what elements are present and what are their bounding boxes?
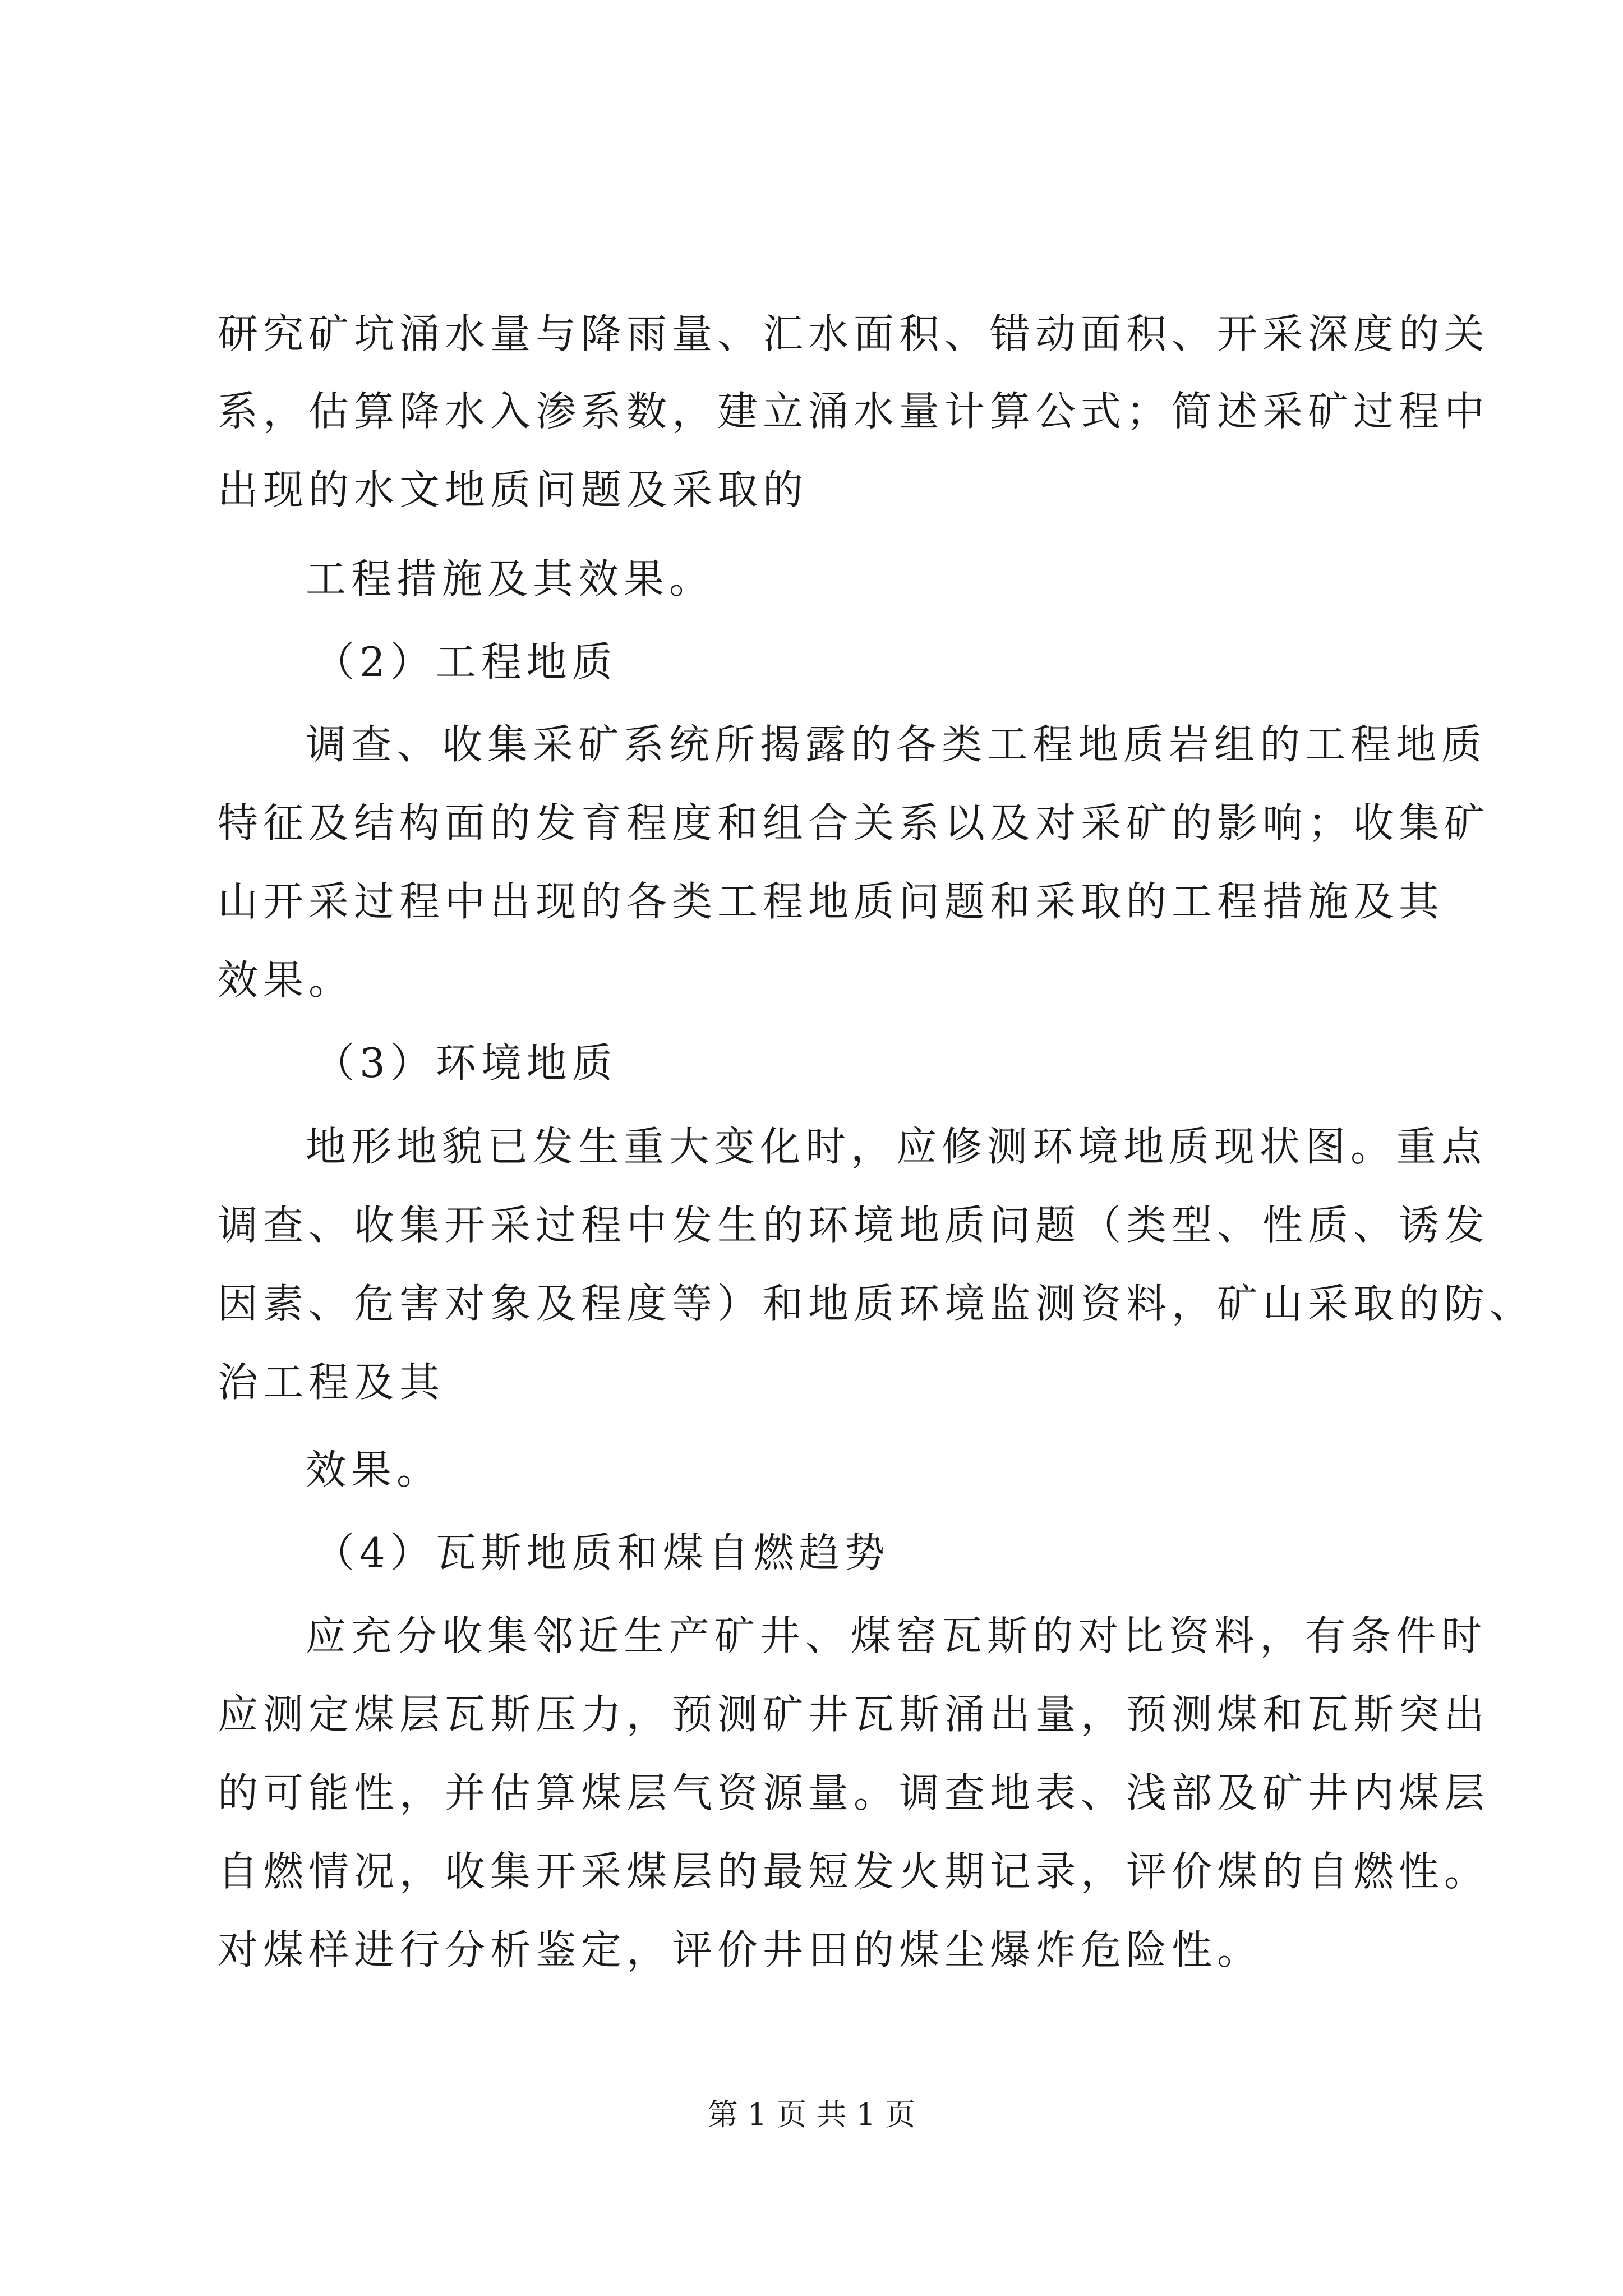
section-heading: （4）瓦斯地质和煤自燃趋势 xyxy=(314,1529,890,1576)
paragraph-line: 的可能性，并估算煤层气资源量。调查地表、浅部及矿井内煤层 xyxy=(218,1769,1490,1816)
paragraph-line: 效果。 xyxy=(218,956,354,1004)
section-heading: （3）环境地质 xyxy=(314,1039,617,1087)
paragraph-line: 出现的水文地质问题及采取的 xyxy=(218,466,809,513)
paragraph-line: 调查、收集采矿系统所揭露的各类工程地质岩组的工程地质 xyxy=(306,721,1487,768)
paragraph-line: 特征及结构面的发育程度和组合关系以及对采矿的影响；收集矿 xyxy=(218,799,1490,846)
paragraph-line: 研究矿坑涌水量与降雨量、汇水面积、错动面积、开采深度的关 xyxy=(218,310,1490,357)
page-number-footer: 第 1 页 共 1 页 xyxy=(707,2097,916,2132)
paragraph-line: 效果。 xyxy=(306,1446,442,1493)
paragraph-line: 地形地貌已发生重大变化时，应修测环境地质现状图。重点 xyxy=(306,1123,1487,1170)
paragraph-line: 治工程及其 xyxy=(218,1359,445,1406)
paragraph-line: 工程措施及其效果。 xyxy=(306,555,715,602)
paragraph-line: 因素、危害对象及程度等）和地质环境监测资料，矿山采取的防、 xyxy=(218,1280,1536,1327)
paragraph-line: 调查、收集开采过程中发生的环境地质问题（类型、性质、诱发 xyxy=(218,1202,1490,1249)
paragraph-line: 对煤样进行分析鉴定，评价井田的煤尘爆炸危险性。 xyxy=(218,1926,1263,1973)
paragraph-line: 应测定煤层瓦斯压力，预测矿井瓦斯涌出量，预测煤和瓦斯突出 xyxy=(218,1691,1490,1738)
paragraph-line: 自燃情况，收集开采煤层的最短发火期记录，评价煤的自燃性。 xyxy=(218,1848,1490,1895)
paragraph-line: 山开采过程中出现的各类工程地质问题和采取的工程措施及其 xyxy=(218,878,1445,925)
paragraph-line: 系，估算降水入渗系数，建立涌水量计算公式；简述采矿过程中 xyxy=(218,388,1490,435)
section-heading: （2）工程地质 xyxy=(314,638,617,685)
paragraph-line: 应充分收集邻近生产矿井、煤窑瓦斯的对比资料，有条件时 xyxy=(306,1612,1487,1659)
